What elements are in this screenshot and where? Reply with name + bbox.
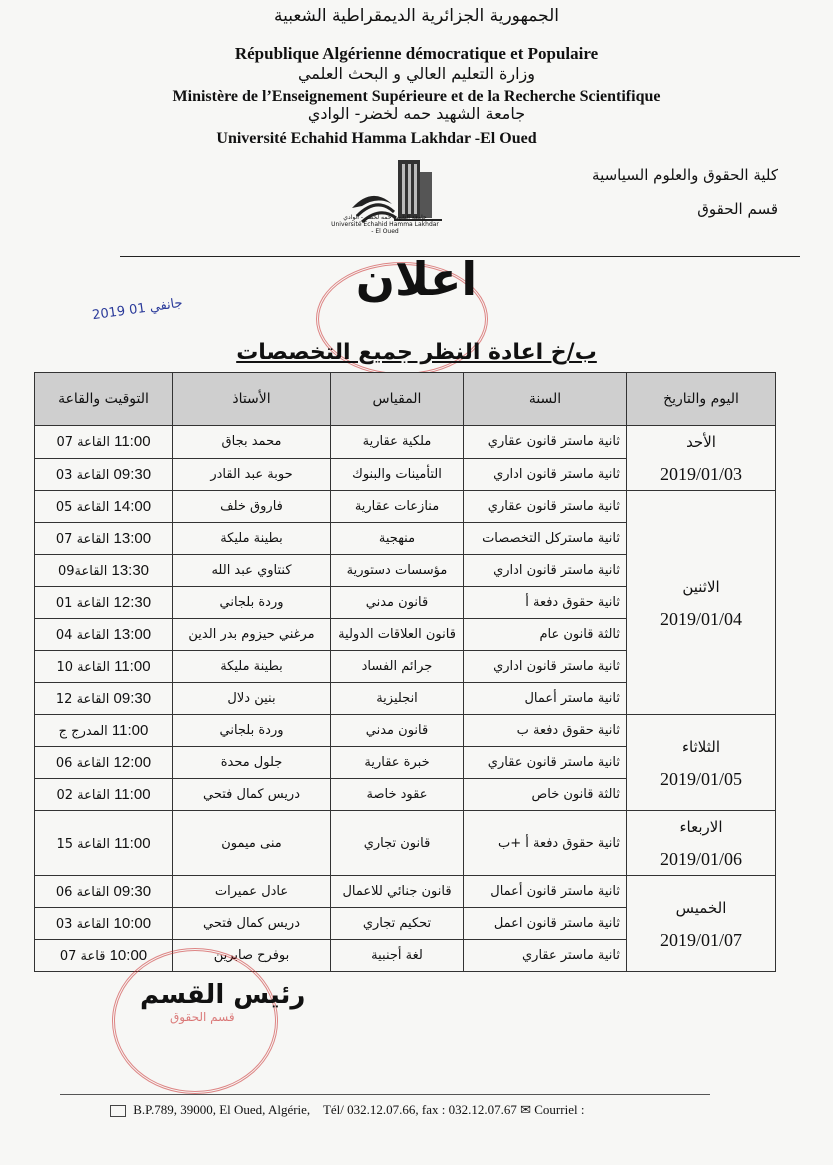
footer xyxy=(106,1102,584,1118)
cell-subject: خبرة عقارية xyxy=(331,747,464,779)
logo-caption xyxy=(330,214,440,235)
footer-phone-fax: Tél/ 032.12.07.66, fax : 032.12.07.67 xyxy=(322,1102,517,1117)
time-value: 11:00 xyxy=(114,786,151,803)
day-date: 2019/01/05 xyxy=(659,768,742,789)
time-value: 11:00 xyxy=(114,834,151,852)
table-row xyxy=(35,811,776,876)
cell-time xyxy=(35,747,173,779)
cell-subject: تحكيم تجاري xyxy=(331,908,464,940)
cell-year: ثانية ماستر قانون اداري xyxy=(464,555,627,587)
cell-professor: جلول محدة xyxy=(173,747,331,779)
day-name: الاثنين xyxy=(682,577,720,596)
ministry-fr: Ministère de l’Enseignement Supérieure et de la Recherche Scientifique xyxy=(172,88,661,105)
room-value: القاعة 07 xyxy=(56,435,110,451)
cell-time xyxy=(35,811,173,876)
room-value: القاعة 02 xyxy=(56,788,110,803)
cell-subject: قانون مدني xyxy=(331,715,464,747)
room-value: القاعة 05 xyxy=(55,500,110,515)
cell-year: ثانية ماستركل التخصصات xyxy=(464,523,627,555)
cell-year: ثانية ماستر قانون عقاري xyxy=(464,747,627,779)
cell-year: ثانية ماستر قانون اداري xyxy=(464,651,627,683)
handwritten-date: 2019 جانفي 01 xyxy=(91,295,184,324)
cell-subject: ملكية عقارية xyxy=(331,426,464,459)
footer-divider xyxy=(60,1094,710,1095)
cell-time xyxy=(35,876,173,908)
subtitle-text: ب/خ اعادة النظر جميع التخصصات xyxy=(236,340,597,365)
cell-time xyxy=(35,651,173,683)
cell-subject: منهجية xyxy=(331,523,464,555)
cell-professor: منى ميمون xyxy=(173,811,331,876)
cell-time xyxy=(35,715,173,747)
cell-year: ثانية حقوق دفعة أ xyxy=(464,587,627,619)
cell-professor: فاروق خلف xyxy=(173,491,331,523)
time-value: 09:30 xyxy=(113,690,152,707)
cell-time xyxy=(35,619,173,651)
cell-subject: قانون العلاقات الدولية xyxy=(331,619,464,651)
cell-professor: وردة بلجاني xyxy=(173,587,331,619)
table-header-row xyxy=(35,373,776,426)
cell-time xyxy=(35,587,173,619)
cell-year: ثانية حقوق دفعة ب xyxy=(464,715,627,747)
department-name: قسم الحقوق xyxy=(697,200,778,218)
cell-time xyxy=(35,555,173,587)
ministry-ar: وزارة التعليم العالي و البحث العلمي xyxy=(297,64,536,83)
table-body xyxy=(35,426,776,972)
col-time: التوقيت والقاعة xyxy=(35,373,173,426)
day-date: 2019/01/06 xyxy=(659,849,742,869)
cell-subject: عقود خاصة xyxy=(331,779,464,811)
time-value: 11:00 xyxy=(114,433,151,451)
cell-day xyxy=(627,426,776,491)
day-name: الاربعاء xyxy=(679,818,723,836)
cell-subject: التأمينات والبنوك xyxy=(331,458,464,491)
cell-subject: قانون تجاري xyxy=(331,811,464,876)
cell-day xyxy=(627,811,776,876)
cell-year: ثانية حقوق دفعة أ +ب xyxy=(464,811,627,876)
day-date: 2019/01/07 xyxy=(659,929,742,950)
stamp-text: قسم الحقوق xyxy=(170,1010,235,1024)
cell-year: ثانية ماستر قانون أعمال xyxy=(464,876,627,908)
cell-time xyxy=(35,491,173,523)
cell-professor: بطينة مليكة xyxy=(173,523,331,555)
faculty-name: كلية الحقوق والعلوم السياسية xyxy=(592,166,778,184)
cell-subject: قانون مدني xyxy=(331,587,464,619)
table-row xyxy=(35,876,776,908)
republic-ar: الجمهورية الجزائرية الديمقراطية الشعبية xyxy=(273,6,560,26)
time-value: 13:00 xyxy=(113,626,152,643)
mail-icon xyxy=(110,1105,126,1117)
logo-caption-fr: Université Echahid Hamma Lakhdar - El Oued xyxy=(331,221,439,235)
time-value: 11:00 xyxy=(114,658,151,675)
cell-year: ثالثة قانون عام xyxy=(464,619,627,651)
cell-professor: عادل عميرات xyxy=(173,876,331,908)
day-date: 2019/01/03 xyxy=(659,464,742,484)
cell-subject: انجليزية xyxy=(331,683,464,715)
cell-year: ثانية ماستر قانون اداري xyxy=(464,458,627,491)
cell-subject: جرائم الفساد xyxy=(331,651,464,683)
signature-label: رئيس القسم xyxy=(140,980,306,1010)
time-value: 09:30 xyxy=(113,465,152,483)
col-subject: المقياس xyxy=(331,373,464,426)
day-name: الخميس xyxy=(675,898,727,917)
cell-subject: لغة أجنبية xyxy=(331,940,464,972)
cell-year: ثانية ماستر قانون عقاري xyxy=(464,491,627,523)
room-value: المدرج ج xyxy=(58,724,108,739)
cell-time xyxy=(35,683,173,715)
logo-caption-ar: جامعة الشهيد حمه لخضر - الوادي xyxy=(343,214,427,221)
cell-professor: وردة بلجاني xyxy=(173,715,331,747)
room-value: القاعة 15 xyxy=(56,836,110,852)
cell-professor: بنين دلال xyxy=(173,683,331,715)
time-value: 13:00 xyxy=(113,530,152,547)
cell-time xyxy=(35,908,173,940)
cell-subject: قانون جنائي للاعمال xyxy=(331,876,464,908)
room-value: القاعة 01 xyxy=(55,596,110,611)
cell-professor: حوبة عبد القادر xyxy=(173,458,331,491)
room-value: القاعة 07 xyxy=(55,532,110,547)
col-professor: الأستاذ xyxy=(173,373,331,426)
room-value: القاعة 06 xyxy=(55,885,110,900)
republic-fr: République Algérienne démocratique et Populaire xyxy=(234,44,599,63)
cell-day xyxy=(627,491,776,715)
footer-address: B.P.789, 39000, El Oued, Algérie, xyxy=(133,1102,311,1117)
col-year: السنة xyxy=(464,373,627,426)
table-row xyxy=(35,715,776,747)
email-icon: ✉ xyxy=(520,1102,532,1117)
col-day: اليوم والتاريخ xyxy=(627,373,776,426)
room-value: القاعة09 xyxy=(57,564,108,579)
cell-day xyxy=(627,715,776,811)
day-name: الثلاثاء xyxy=(681,737,720,756)
page-title: اعلان xyxy=(355,252,478,306)
time-value: 12:30 xyxy=(113,594,152,611)
time-value: 11:00 xyxy=(111,722,149,739)
cell-year: ثانية ماستر قانون اعمل xyxy=(464,908,627,940)
day-name: الأحد xyxy=(686,433,716,451)
cell-year: ثالثة قانون خاص xyxy=(464,779,627,811)
cell-subject: مؤسسات دستورية xyxy=(331,555,464,587)
cell-professor: دريس كمال فتحي xyxy=(173,779,331,811)
university-fr: Université Echahid Hamma Lakhdar -El Oued xyxy=(216,130,537,147)
university-ar: جامعة الشهيد حمه لخضر- الوادي xyxy=(307,104,526,123)
room-value: القاعة 06 xyxy=(55,756,110,771)
cell-year: ثانية ماستر عقاري xyxy=(464,940,627,972)
cell-professor: بوفرح صابرين xyxy=(173,940,331,972)
cell-professor: بطينة مليكة xyxy=(173,651,331,683)
cell-professor: مرغني حيزوم بدر الدين xyxy=(173,619,331,651)
time-value: 12:00 xyxy=(113,754,152,771)
cell-professor: دريس كمال فتحي xyxy=(173,908,331,940)
room-value: القاعة 12 xyxy=(55,692,110,707)
table-row xyxy=(35,426,776,459)
cell-time xyxy=(35,779,173,811)
time-value: 10:00 xyxy=(109,947,148,964)
room-value: قاعة 07 xyxy=(59,949,106,964)
cell-year: ثانية ماستر أعمال xyxy=(464,683,627,715)
cell-professor: كنتاوي عبد الله xyxy=(173,555,331,587)
room-value: القاعة 03 xyxy=(55,467,110,483)
time-value: 14:00 xyxy=(113,498,152,515)
day-date: 2019/01/04 xyxy=(659,608,742,629)
time-value: 13:30 xyxy=(111,562,150,579)
time-value: 10:00 xyxy=(113,915,152,932)
cell-subject: منازعات عقارية xyxy=(331,491,464,523)
cell-day xyxy=(627,876,776,972)
page-subtitle xyxy=(0,340,833,365)
footer-email-label: Courriel : xyxy=(534,1102,585,1117)
table-row xyxy=(35,491,776,523)
time-value: 09:30 xyxy=(113,883,152,900)
cell-year: ثانية ماستر قانون عقاري xyxy=(464,426,627,459)
room-value: القاعة 10 xyxy=(56,660,110,675)
cell-time xyxy=(35,523,173,555)
room-value: القاعة 03 xyxy=(55,917,110,932)
exam-schedule-table xyxy=(34,372,776,972)
cell-time xyxy=(35,426,173,459)
room-value: القاعة 04 xyxy=(55,628,110,643)
cell-professor: محمد بجاق xyxy=(173,426,331,459)
cell-time xyxy=(35,458,173,491)
